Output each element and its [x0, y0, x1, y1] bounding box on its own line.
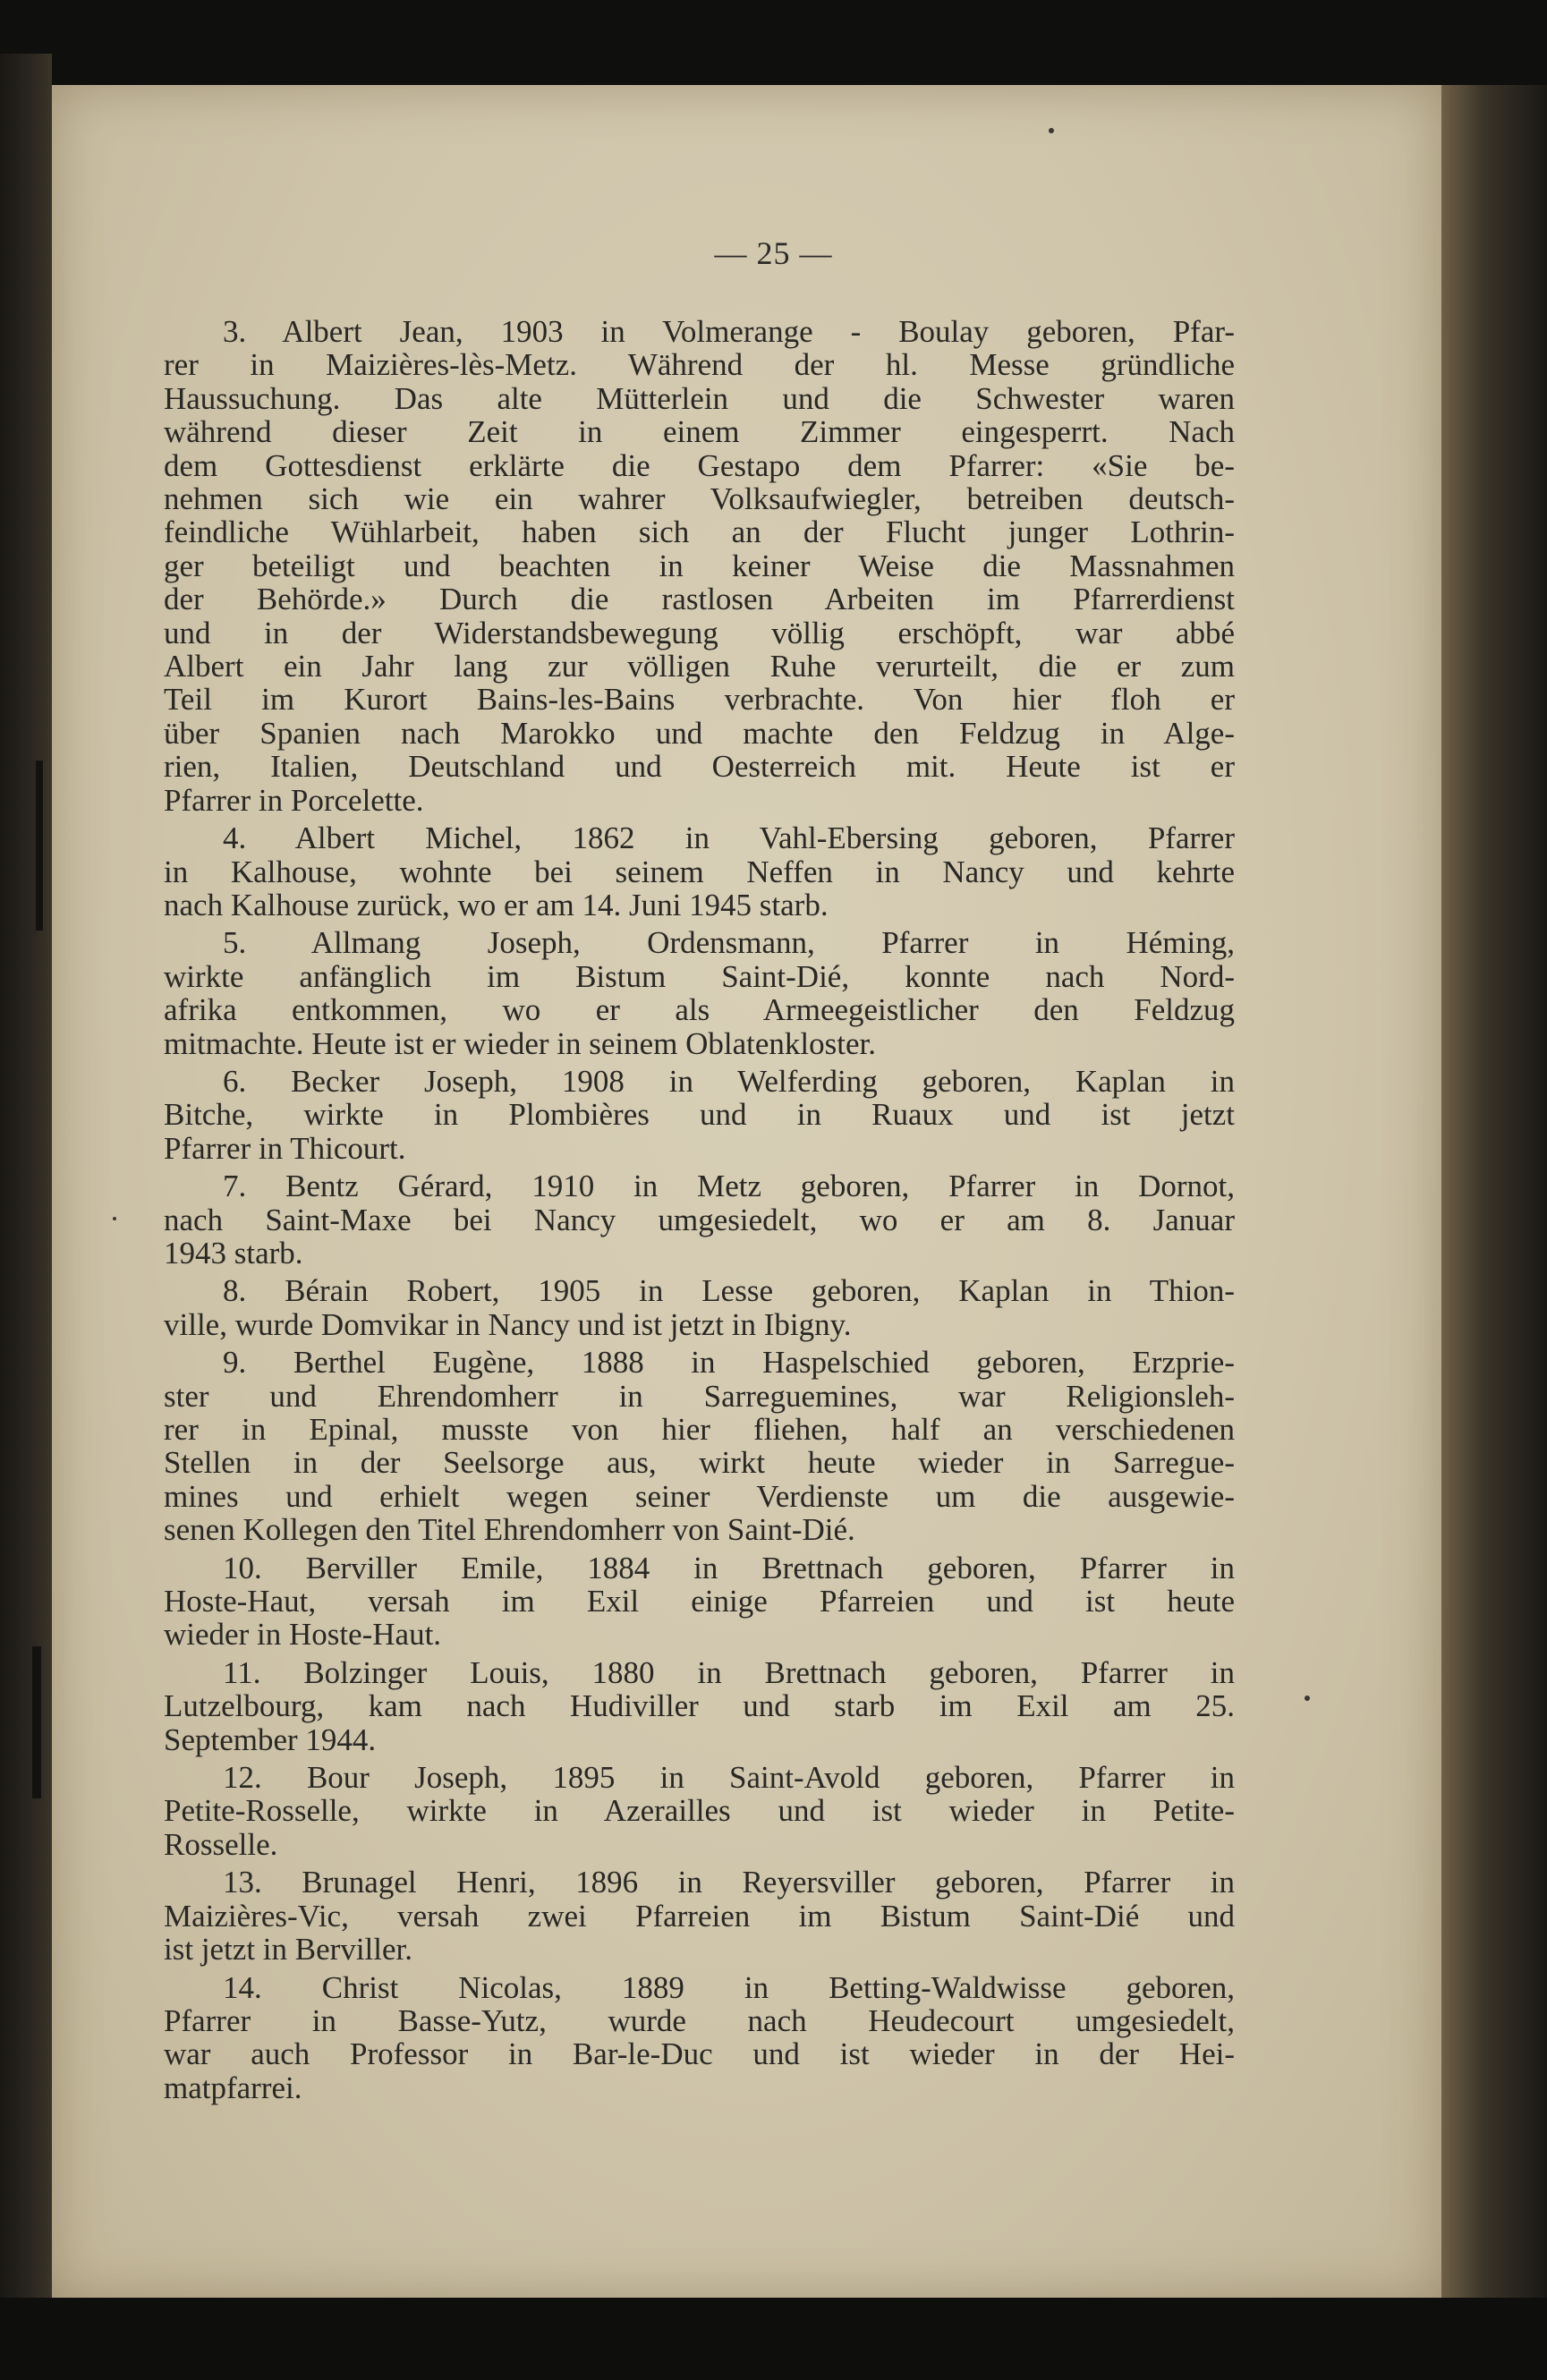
list-item — [164, 1656, 1235, 1756]
text-line: ster und Ehrendomherr in Sarreguemines, war Religionsleh- — [164, 1378, 1235, 1414]
text-line: der Behörde.» Durch die rastlosen Arbeiten im Pfarrerdienst — [164, 582, 1235, 617]
text-line: 4. Albert Michel, 1862 in Vahl-Ebersing geboren, Pfarrer — [223, 820, 1235, 856]
text-line: 5. Allmang Joseph, Ordensmann, Pfarrer in Héming, — [223, 925, 1235, 961]
paper-speck — [1049, 128, 1054, 133]
text-line: feindliche Wühlarbeit, haben sich an der Flucht junger Lothrin- — [164, 514, 1235, 550]
text-line: wirkte anfänglich im Bistum Saint-Dié, konnte nach Nord- — [164, 958, 1235, 994]
list-item — [164, 315, 1235, 817]
text-line: mitmachte. Heute ist er wieder in seinem Oblatenkloster. — [164, 1025, 877, 1061]
list-item — [164, 1551, 1235, 1652]
list-item — [164, 821, 1235, 922]
text-line: September 1944. — [164, 1721, 377, 1757]
text-line: nach Kalhouse zurück, wo er am 14. Juni 1945 starb. — [164, 887, 829, 922]
list-item — [164, 1274, 1235, 1341]
list-item — [164, 1169, 1235, 1270]
text-line: Albert ein Jahr lang zur völligen Ruhe verurteilt, die er zum — [164, 649, 1235, 684]
book-spine-edge — [0, 54, 52, 2299]
text-line: nach Saint-Maxe bei Nancy umgesiedelt, wo er am 8. Januar — [164, 1202, 1235, 1237]
text-line: Lutzelbourg, kam nach Hudiviller und starb im Exil am 25. — [164, 1688, 1235, 1724]
text-line: 11. Bolzinger Louis, 1880 in Brettnach geboren, Pfarrer in — [223, 1654, 1235, 1690]
text-line: über Spanien nach Marokko und machte den Feldzug in Alge- — [164, 715, 1235, 751]
text-line: war auch Professor in Bar-le-Duc und ist wieder in der Hei- — [164, 2036, 1235, 2072]
page-number: — 25 — — [714, 235, 833, 271]
paper-speck — [113, 1217, 116, 1220]
text-line: rer in Maizières-lès-Metz. Während der hl. Messe gründliche — [164, 347, 1235, 383]
text-line: 13. Brunagel Henri, 1896 in Reyersviller geboren, Pfarrer in — [223, 1865, 1235, 1900]
text-line: ist jetzt in Berviller. — [164, 1932, 413, 1968]
text-line: während dieser Zeit in einem Zimmer eingesperrt. Nach — [164, 414, 1235, 450]
text-line: Rosselle. — [164, 1826, 278, 1862]
text-line: 1943 starb. — [164, 1235, 303, 1271]
text-line: Hoste-Haut, versah im Exil einige Pfarreien und ist heute — [164, 1584, 1235, 1619]
text-line: mines und erhielt wegen seiner Verdienste um die ausgewie- — [164, 1478, 1235, 1514]
page-body-text — [164, 315, 1235, 2109]
text-line: nehmen sich wie ein wahrer Volksaufwiegler, betreiben deutsch- — [164, 481, 1235, 517]
text-line: dem Gottesdienst erklärte die Gestapo dem Pfarrer: «Sie be- — [164, 447, 1235, 483]
text-line: 3. Albert Jean, 1903 in Volmerange - Boulay geboren, Pfar- — [223, 314, 1235, 349]
text-line: 14. Christ Nicolas, 1889 in Betting-Waldwisse geboren, — [223, 1969, 1235, 2005]
spine-mark — [36, 761, 43, 931]
text-line: Maizières-Vic, versah zwei Pfarreien im Bistum Saint-Dié und — [164, 1898, 1235, 1934]
text-line: senen Kollegen den Titel Ehrendomherr von Saint-Dié. — [164, 1512, 855, 1548]
text-line: wieder in Hoste-Haut. — [164, 1617, 442, 1653]
text-line: Teil im Kurort Bains-les-Bains verbrachte. Von hier floh er — [164, 682, 1235, 718]
text-line: 10. Berviller Emile, 1884 in Brettnach geboren, Pfarrer in — [223, 1550, 1235, 1585]
text-line: afrika entkommen, wo er als Armeegeistlicher den Feldzug — [164, 992, 1235, 1028]
list-item — [164, 1065, 1235, 1165]
text-line: ger beteiligt und beachten in keiner Weise die Massnahmen — [164, 548, 1235, 583]
list-item — [164, 1761, 1235, 1861]
scan-top-border — [0, 0, 1547, 85]
text-line: und in der Widerstandsbewegung völlig erschöpft, war abbé — [164, 615, 1235, 650]
spine-mark — [32, 1646, 41, 1798]
text-line: matpfarrei. — [164, 2070, 302, 2105]
list-item — [164, 1866, 1235, 1966]
list-item — [164, 926, 1235, 1060]
text-line: Pfarrer in Basse-Yutz, wurde nach Heudecourt umgesiedelt, — [164, 2002, 1235, 2038]
text-line: Pfarrer in Porcelette. — [164, 782, 424, 818]
text-line: 8. Bérain Robert, 1905 in Lesse geboren, Kaplan in Thion- — [223, 1273, 1235, 1309]
text-line: 7. Bentz Gérard, 1910 in Metz geboren, Pfarrer in Dornot, — [223, 1169, 1235, 1204]
text-line: ville, wurde Domvikar in Nancy und ist jetzt in Ibigny. — [164, 1306, 852, 1342]
text-line: Pfarrer in Thicourt. — [164, 1130, 406, 1166]
text-line: 9. Berthel Eugène, 1888 in Haspelschied geboren, Erzprie- — [223, 1345, 1235, 1381]
text-line: 6. Becker Joseph, 1908 in Welferding geboren, Kaplan in — [223, 1063, 1235, 1099]
list-item — [164, 1971, 1235, 2105]
page-right-edge — [1441, 85, 1547, 2299]
text-line: Petite-Rosselle, wirkte in Azerailles und ist wieder in Petite- — [164, 1793, 1235, 1829]
scan-bottom-border — [0, 2298, 1547, 2380]
text-line: Bitche, wirkte in Plombières und in Ruaux und ist jetzt — [164, 1097, 1235, 1133]
text-line: 12. Bour Joseph, 1895 in Saint-Avold geboren, Pfarrer in — [223, 1760, 1235, 1796]
list-item — [164, 1346, 1235, 1546]
text-line: Haussuchung. Das alte Mütterlein und die Schwester waren — [164, 380, 1235, 416]
text-line: rer in Epinal, musste von hier fliehen, half an verschiedenen — [164, 1412, 1235, 1447]
text-line: in Kalhouse, wohnte bei seinem Neffen in Nancy und kehrte — [164, 854, 1235, 889]
text-line: Stellen in der Seelsorge aus, wirkt heute wieder in Sarregue- — [164, 1445, 1235, 1481]
text-line: rien, Italien, Deutschland und Oesterreich mit. Heute ist er — [164, 749, 1235, 785]
paper-speck — [1305, 1696, 1310, 1701]
